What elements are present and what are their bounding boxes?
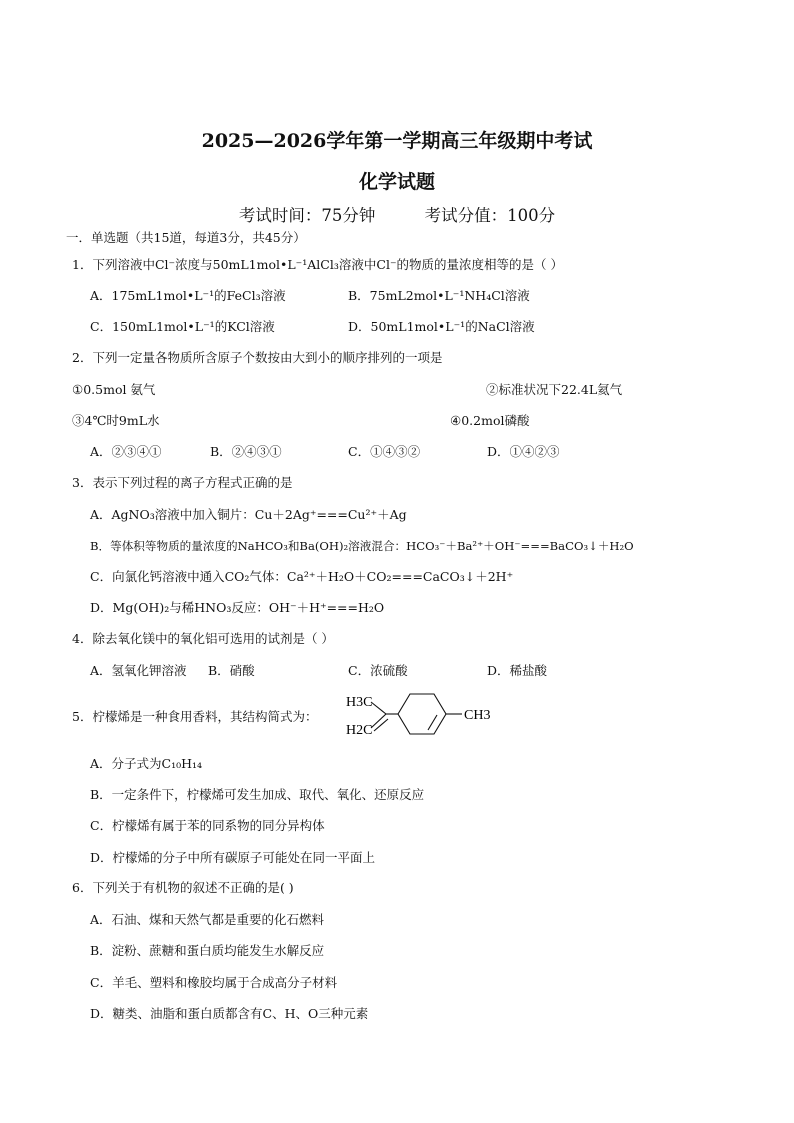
q2-item-1: ①0.5mol 氨气 bbox=[72, 382, 156, 397]
q4-option-c: C．浓硫酸 bbox=[348, 663, 408, 678]
q5-option-d: D．柠檬烯的分子中所有碳原子可能处在同一平面上 bbox=[90, 850, 376, 865]
q4-option-b: B．硝酸 bbox=[208, 663, 255, 678]
limonene-structure-diagram bbox=[340, 688, 500, 740]
q3-option-d: D．Mg(OH)₂与稀HNO₃反应：OH⁻＋H⁺===H₂O bbox=[90, 600, 385, 615]
q6-option-d: D．糖类、油脂和蛋白质都含有C、H、O三种元素 bbox=[90, 1006, 369, 1021]
struct-h3c-label: H3C bbox=[346, 695, 373, 710]
q1-option-a: A．175mL1mol•L⁻¹的FeCl₃溶液 bbox=[90, 288, 286, 303]
q6-option-a: A．石油、煤和天然气都是重要的化石燃料 bbox=[90, 912, 325, 927]
q4-stem: 4．除去氧化镁中的氧化铝可选用的试剂是（ ） bbox=[72, 631, 334, 646]
q6-stem: 6．下列关于有机物的叙述不正确的是( ) bbox=[72, 880, 294, 895]
q2-item-4: ④0.2mol磷酸 bbox=[450, 413, 530, 428]
q1-option-d: D．50mL1mol•L⁻¹的NaCl溶液 bbox=[348, 319, 535, 334]
subject-title: 化学试题 bbox=[358, 171, 435, 193]
q2-option-c: C．①④③② bbox=[348, 444, 421, 459]
q6-option-c: C．羊毛、塑料和橡胶均属于合成高分子材料 bbox=[90, 975, 338, 990]
q3-option-c: C．向氯化钙溶液中通入CO₂气体：Ca²⁺＋H₂O＋CO₂===CaCO₃↓＋2H⁺ bbox=[90, 569, 514, 584]
struct-ch3-label: CH3 bbox=[464, 708, 491, 723]
q2-item-3: ③4℃时9mL水 bbox=[72, 413, 160, 428]
q4-option-d: D．稀盐酸 bbox=[487, 663, 548, 678]
q1-stem: 1．下列溶液中Cl⁻浓度与50mL1mol•L⁻¹AlCl₃溶液中Cl⁻的物质的量浓度相等的是（ ） bbox=[72, 257, 564, 272]
q2-item-2: ②标准状况下22.4L氦气 bbox=[486, 382, 623, 397]
q2-option-b: B．②④③① bbox=[210, 444, 282, 459]
q4-option-a: A．氢氧化钾溶液 bbox=[90, 663, 187, 678]
q5-option-b: B．一定条件下，柠檬烯可发生加成、取代、氧化、还原反应 bbox=[90, 787, 425, 802]
q2-stem: 2．下列一定量各物质所含原子个数按由大到小的顺序排列的一项是 bbox=[72, 350, 443, 365]
section-heading: 一．单选题（共15道，每道3分，共45分） bbox=[66, 230, 306, 245]
q1-option-c: C．150mL1mol•L⁻¹的KCl溶液 bbox=[90, 319, 275, 334]
q3-option-b: B．等体积等物质的量浓度的NaHCO₃和Ba(OH)₂溶液混合：HCO₃⁻＋Ba²⁺＋OH⁻===BaCO₃↓＋H₂O bbox=[90, 539, 634, 553]
q5-stem: 5．柠檬烯是一种食用香料，其结构简式为： bbox=[72, 709, 318, 724]
q2-option-a: A．②③④① bbox=[90, 444, 162, 459]
struct-h2c-label: H2C bbox=[346, 723, 373, 738]
q3-stem: 3．表示下列过程的离子方程式正确的是 bbox=[72, 475, 293, 490]
q6-option-b: B．淀粉、蔗糖和蛋白质均能发生水解反应 bbox=[90, 943, 325, 958]
exam-time: 考试时间：75分钟 bbox=[238, 206, 376, 225]
q2-option-d: D．①④②③ bbox=[487, 444, 560, 459]
q1-option-b: B．75mL2mol•L⁻¹NH₄Cl溶液 bbox=[348, 288, 530, 303]
q5-option-c: C．柠檬烯有属于苯的同系物的同分异构体 bbox=[90, 818, 325, 833]
q5-option-a: A．分子式为C₁₀H₁₄ bbox=[90, 756, 203, 771]
exam-title: 2025—2026学年第一学期高三年级期中考试 bbox=[201, 130, 593, 152]
exam-score: 考试分值：100分 bbox=[424, 206, 556, 225]
exam-info bbox=[0, 202, 794, 226]
q3-option-a: A．AgNO₃溶液中加入铜片：Cu＋2Ag⁺===Cu²⁺＋Ag bbox=[90, 507, 407, 522]
